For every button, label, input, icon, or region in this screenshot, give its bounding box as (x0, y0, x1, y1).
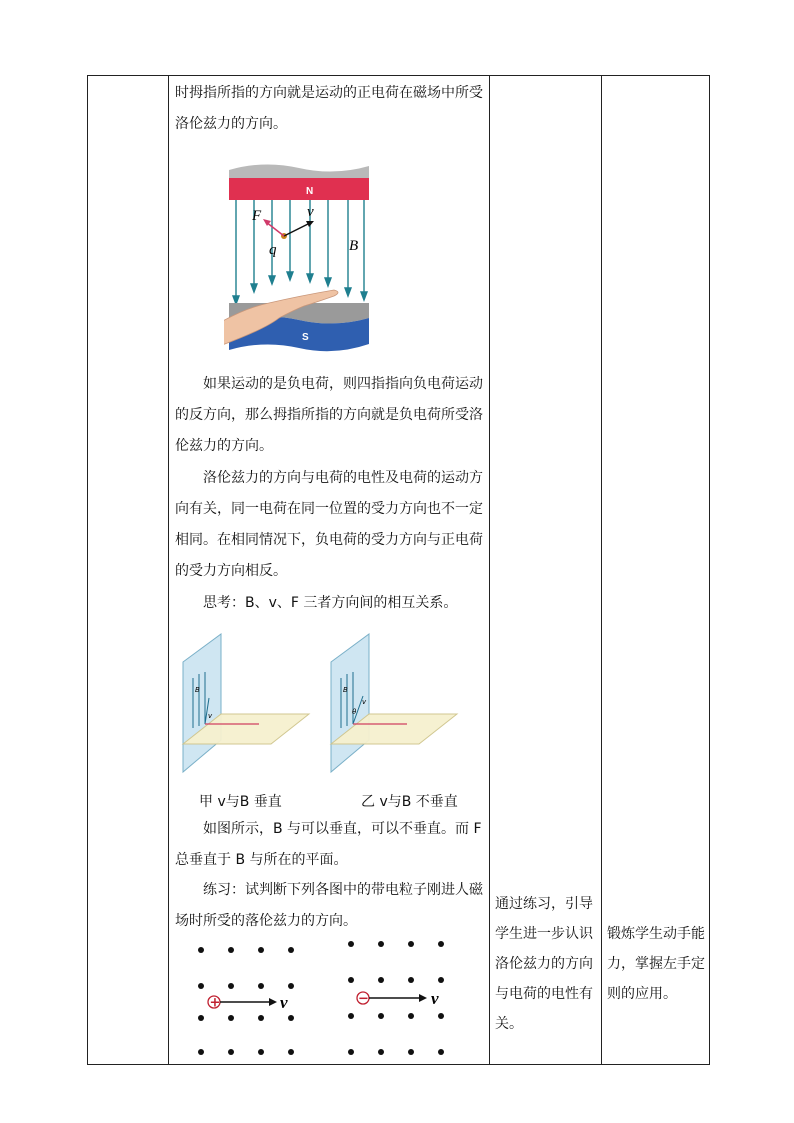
para-negative-charge: 如果运动的是负电荷，则四指指向负电荷运动的反方向，那么拇指所指的方向就是负电荷所受洛伦兹力的方向。 (175, 376, 483, 454)
label-v-a: v (208, 712, 213, 720)
para-exercise: 练习：试判断下列各图中的带电粒子刚进人磁场时所受的落伦兹力的方向。 (175, 882, 483, 929)
label-v-b: v (362, 698, 367, 706)
caption-not-perpendicular: 乙 v与B 不垂直 (361, 794, 458, 810)
label-pos: + (209, 995, 221, 1011)
para-perpendicular: 如图所示，B 与可以垂直，可以不垂直。而 F 总垂直于 B 与所在的平面。 (175, 821, 482, 868)
lesson-table (87, 75, 710, 1065)
magnet-hand-figure (224, 158, 374, 368)
label-charge: q (269, 242, 277, 258)
plane-vertical-a (183, 634, 221, 772)
label-velocity: v (307, 204, 314, 220)
label-south: S (302, 332, 309, 343)
magnet-n-top (229, 164, 369, 178)
label-v-right: v (431, 989, 439, 1008)
label-theta-b: θ (352, 708, 357, 716)
bvf-planes-figure (181, 632, 471, 777)
col-teaching-intent (490, 76, 602, 1065)
label-v-left: v (280, 993, 288, 1012)
label-north: N (306, 186, 314, 197)
col-empty (88, 76, 169, 1065)
para-direction-relation: 洛伦兹力的方向与电荷的电性及电荷的运动方向有关，同一电荷在同一位置的受力方向也不一定相同。在相同情况下，负电荷的受力方向与正电荷的受力方向相反。 (175, 470, 483, 579)
col-content (169, 76, 490, 1065)
label-b-a: B (195, 686, 200, 694)
teaching-intent-text: 通过练习，引导学生进一步认识洛伦兹力的方向与电荷的电性有关。 (495, 896, 593, 1032)
exercise-figure (191, 938, 481, 1058)
goal-text: 锻炼学生动手能力，掌握左手定则的应用。 (607, 926, 705, 1002)
caption-perpendicular: 甲 v与B 垂直 (199, 794, 282, 810)
label-field: B (349, 238, 359, 254)
label-neg: − (358, 991, 369, 1007)
label-b-b: B (343, 686, 348, 694)
force-arrow (266, 222, 284, 236)
para-right-hand-rule: 时拇指所指的方向就是运动的正电荷在磁场中所受洛伦兹力的方向。 (175, 85, 483, 132)
label-force: F (252, 208, 262, 224)
magnet-n-face (229, 178, 369, 200)
para-think: 思考：B、v、F 三者方向间的相互关系。 (203, 595, 458, 611)
col-goal (602, 76, 710, 1065)
